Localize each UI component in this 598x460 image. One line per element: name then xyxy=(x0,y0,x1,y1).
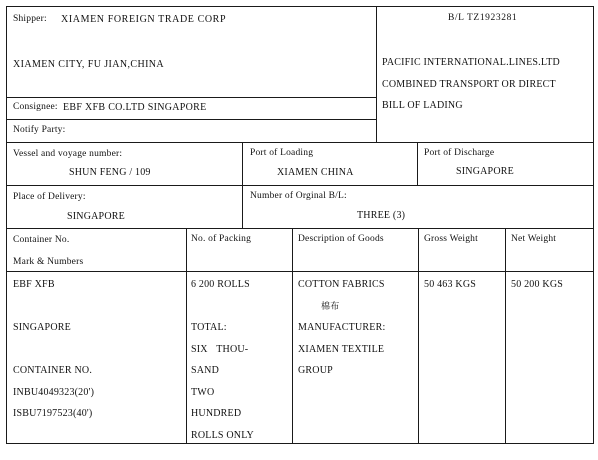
rule-ports-bottom xyxy=(6,185,594,186)
description-chinese: 棉布 xyxy=(321,302,340,312)
rule-top xyxy=(6,6,594,7)
rule-right xyxy=(593,6,594,444)
rule-notify-top xyxy=(6,119,376,120)
description-line: XIAMEN TEXTILE xyxy=(298,344,385,355)
col-header-packing: No. of Packing xyxy=(191,234,252,244)
rule-col-gross xyxy=(418,228,419,444)
col-header-gross: Gross Weight xyxy=(424,234,478,244)
shipper-address: XIAMEN CITY, FU JIAN,CHINA xyxy=(13,59,165,70)
document-type-line1: COMBINED TRANSPORT OR DIRECT xyxy=(382,79,556,90)
shipper-name: XIAMEN FOREIGN TRADE CORP xyxy=(61,14,227,25)
gross-weight-value: 50 463 KGS xyxy=(424,279,477,290)
delivery-label: Place of Delivery: xyxy=(13,192,86,202)
vessel-label: Vessel and voyage number: xyxy=(13,149,123,159)
packing-line: SIX THOU- xyxy=(191,344,249,355)
packing-line: SAND xyxy=(191,365,220,376)
bl-number: B/L TZ1923281 xyxy=(448,13,518,23)
col-header-container: Container No. xyxy=(13,235,70,245)
rule-left xyxy=(6,6,7,444)
packing-line: TOTAL: xyxy=(191,322,227,333)
col-header-net: Net Weight xyxy=(511,234,557,244)
col-header-description: Description of Goods xyxy=(298,234,384,244)
col-header-marks: Mark & Numbers xyxy=(13,257,84,267)
rule-header-bottom xyxy=(6,142,594,143)
port-loading-value: XIAMEN CHINA xyxy=(277,167,354,178)
packing-line: TWO xyxy=(191,387,215,398)
description-line: MANUFACTURER: xyxy=(298,322,386,333)
packing-line: ROLLS ONLY xyxy=(191,430,254,441)
rule-col-net xyxy=(505,228,506,444)
notify-party-label: Notify Party: xyxy=(13,125,66,135)
consignee-label: Consignee: xyxy=(13,102,58,112)
packing-line: HUNDRED xyxy=(191,408,242,419)
description-line: GROUP xyxy=(298,365,333,376)
vessel-value: SHUN FENG / 109 xyxy=(69,167,151,178)
consignee-name: EBF XFB CO.LTD SINGAPORE xyxy=(63,102,207,113)
rule-col-packing xyxy=(186,228,187,444)
delivery-value: SINGAPORE xyxy=(67,211,125,222)
rule-consignee-top xyxy=(6,97,376,98)
mark-line: SINGAPORE xyxy=(13,322,71,333)
mark-line: ISBU7197523(40') xyxy=(13,408,93,419)
rule-columns-header-bottom xyxy=(6,271,594,272)
rule-header-split xyxy=(376,6,377,142)
mark-line: EBF XFB xyxy=(13,279,55,290)
packing-line: 6 200 ROLLS xyxy=(191,279,250,290)
document-type-line2: BILL OF LADING xyxy=(382,100,463,111)
port-discharge-value: SINGAPORE xyxy=(456,166,514,177)
rule-port-split xyxy=(417,142,418,185)
mark-line: INBU4049323(20') xyxy=(13,387,95,398)
original-bl-value: THREE (3) xyxy=(357,210,406,221)
shipper-label: Shipper: xyxy=(13,14,47,24)
original-bl-label: Number of Orginal B/L: xyxy=(250,191,347,201)
mark-line: CONTAINER NO. xyxy=(13,365,93,376)
port-discharge-label: Port of Discharge xyxy=(424,148,495,158)
carrier-name: PACIFIC INTERNATIONAL.LINES.LTD xyxy=(382,57,560,68)
port-loading-label: Port of Loading xyxy=(250,148,314,158)
rule-bottom xyxy=(6,443,594,444)
net-weight-value: 50 200 KGS xyxy=(511,279,564,290)
rule-col-description xyxy=(292,228,293,444)
description-line: COTTON FABRICS xyxy=(298,279,385,290)
